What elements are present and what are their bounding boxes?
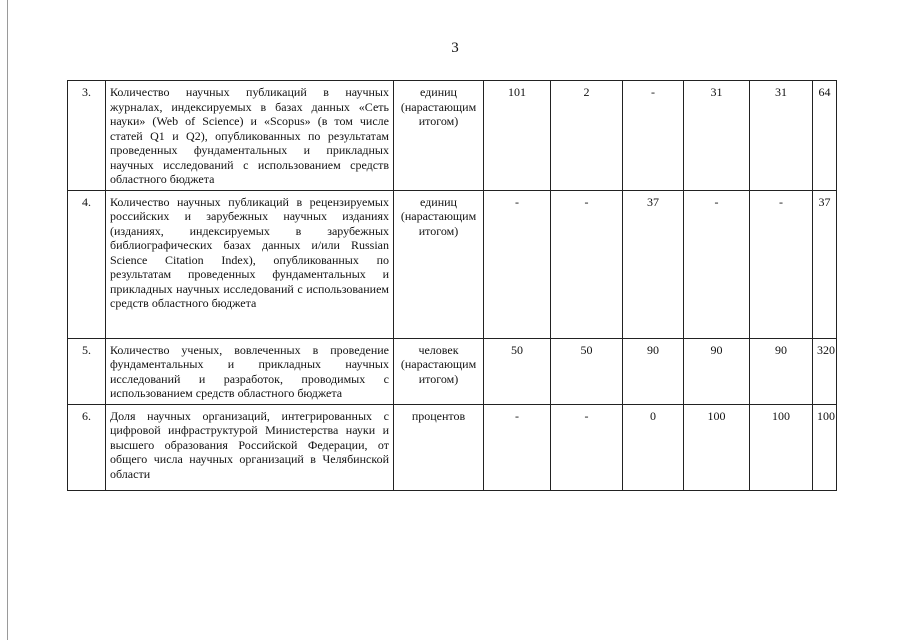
- value-cell: 90: [750, 338, 813, 404]
- unit-of-measure: человек (нарастающим итогом): [394, 338, 484, 404]
- row-number: 5.: [68, 338, 106, 404]
- row-number: 6.: [68, 404, 106, 490]
- row-number: 3.: [68, 81, 106, 191]
- value-cell: 100: [684, 404, 750, 490]
- value-cell: -: [750, 190, 813, 338]
- value-cell: 100: [750, 404, 813, 490]
- indicator-description: Количество научных публикаций в рецензируемых российских и зарубежных научных изданиях (изданиях, индексируемых в зарубежных библиографических базах данных и/или Russian Science Citation Index), опубликованных по результатам проведенных фундаментальных и прикладных научных исследований с использованием средств областного бюджета: [106, 190, 394, 338]
- value-cell: 2: [551, 81, 623, 191]
- total-cell: 100: [813, 404, 837, 490]
- total-cell: 64: [813, 81, 837, 191]
- table-row: [68, 190, 837, 338]
- value-cell: 37: [623, 190, 684, 338]
- value-cell: -: [623, 81, 684, 191]
- scan-edge-line: [7, 0, 8, 640]
- value-cell: 101: [484, 81, 551, 191]
- value-cell: -: [484, 190, 551, 338]
- table-row: [68, 81, 837, 191]
- table-row: [68, 338, 837, 404]
- indicators-table: [67, 80, 837, 491]
- value-cell: -: [484, 404, 551, 490]
- row-number: 4.: [68, 190, 106, 338]
- total-cell: 37: [813, 190, 837, 338]
- page-number: 3: [451, 40, 459, 56]
- value-cell: 90: [684, 338, 750, 404]
- table-row: [68, 404, 837, 490]
- value-cell: -: [551, 404, 623, 490]
- indicator-description: Количество ученых, вовлеченных в проведение фундаментальных и прикладных научных исследований и разработок, проводимых с использованием средств областного бюджета: [106, 338, 394, 404]
- value-cell: 90: [623, 338, 684, 404]
- indicator-description: Количество научных публикаций в научных журналах, индексируемых в базах данных «Сеть науки» (Web of Science) и «Scopus» (в том числе статей Q1 и Q2), опубликованных по результатам проведенных фундаментальных и прикладных научных исследований с использованием средств областного бюджета: [106, 81, 394, 191]
- value-cell: 50: [484, 338, 551, 404]
- value-cell: -: [684, 190, 750, 338]
- total-cell: 320: [813, 338, 837, 404]
- value-cell: 50: [551, 338, 623, 404]
- value-cell: 0: [623, 404, 684, 490]
- value-cell: 31: [750, 81, 813, 191]
- value-cell: 31: [684, 81, 750, 191]
- indicator-description: Доля научных организаций, интегрированных с цифровой инфраструктурой Министерства науки и высшего образования Российской Федерации, от общего числа научных организаций в Челябинской области: [106, 404, 394, 490]
- unit-of-measure: единиц (нарастающим итогом): [394, 190, 484, 338]
- value-cell: -: [551, 190, 623, 338]
- unit-of-measure: единиц (нарастающим итогом): [394, 81, 484, 191]
- unit-of-measure: процентов: [394, 404, 484, 490]
